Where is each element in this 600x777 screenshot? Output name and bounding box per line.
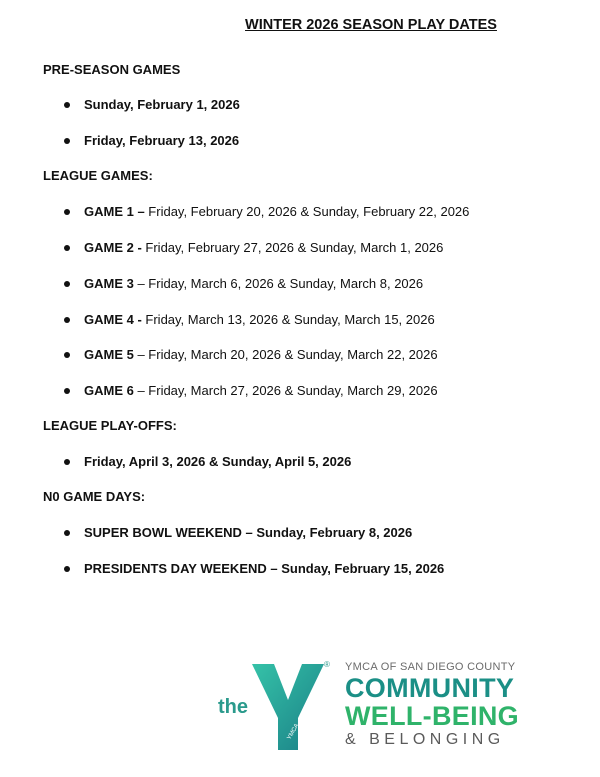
list-item	[64, 347, 438, 362]
item-text: – Friday, March 27, 2026 & Sunday, March 29, 2026	[133, 383, 438, 398]
logo-org-name: YMCA OF SAN DIEGO COUNTY	[345, 661, 516, 673]
bullet-icon	[64, 388, 70, 394]
item-text: Friday, April 3, 2026 & Sunday, April 5, 2026	[84, 454, 352, 469]
bullet-icon	[64, 459, 70, 465]
bullet-icon	[64, 317, 70, 323]
list-item	[64, 525, 412, 540]
bullet-icon	[64, 566, 70, 572]
preseason-heading: PRE-SEASON GAMES	[43, 62, 181, 77]
bullet-icon	[64, 138, 70, 144]
ymca-logo	[214, 656, 534, 756]
logo-ymca-small: YMCA	[286, 722, 301, 741]
logo-the-text: the	[218, 696, 248, 718]
registered-icon: ®	[324, 660, 330, 669]
list-item	[64, 204, 469, 219]
bullet-icon	[64, 530, 70, 536]
item-text: PRESIDENTS DAY WEEKEND – Sunday, February 15, 2026	[84, 561, 445, 576]
game-label: GAME 4 -	[84, 312, 142, 327]
page-title	[0, 17, 600, 33]
item-text: Sunday, February 1, 2026	[84, 97, 240, 112]
bullet-icon	[64, 102, 70, 108]
list-item	[64, 454, 351, 469]
no-game-heading: N0 GAME DAYS:	[43, 489, 146, 504]
list-item	[64, 133, 239, 148]
item-text: Friday, February 20, 2026 & Sunday, February 22, 2026	[144, 204, 470, 219]
bullet-icon	[64, 352, 70, 358]
bullet-icon	[64, 209, 70, 215]
bullet-icon	[64, 245, 70, 251]
list-item	[64, 240, 443, 255]
list-item	[64, 383, 438, 398]
logo-well-being: WELL-BEING	[345, 701, 519, 731]
list-item	[64, 561, 444, 576]
game-label: GAME 2 -	[84, 240, 142, 255]
league-heading: LEAGUE GAMES:	[43, 168, 153, 183]
item-text: Friday, March 13, 2026 & Sunday, March 15, 2026	[141, 312, 435, 327]
logo-belonging: & BELONGING	[345, 731, 505, 748]
item-text: Friday, February 27, 2026 & Sunday, March 1, 2026	[141, 240, 444, 255]
playoffs-heading: LEAGUE PLAY-OFFS:	[43, 418, 177, 433]
logo-community: COMMUNITY	[345, 673, 515, 703]
item-text: SUPER BOWL WEEKEND – Sunday, February 8, 2026	[84, 525, 413, 540]
list-item	[64, 312, 435, 327]
item-text: – Friday, March 6, 2026 & Sunday, March 8, 2026	[133, 276, 424, 291]
ymca-y-icon	[250, 660, 326, 754]
game-label: GAME 6	[84, 383, 134, 398]
game-label: GAME 3	[84, 276, 134, 291]
item-text: – Friday, March 20, 2026 & Sunday, March 22, 2026	[133, 347, 438, 362]
page-title-text: WINTER 2026 SEASON PLAY DATES	[245, 17, 497, 33]
list-item	[64, 97, 240, 112]
game-label: GAME 1 –	[84, 204, 145, 219]
list-item	[64, 276, 423, 291]
item-text: Friday, February 13, 2026	[84, 133, 240, 148]
bullet-icon	[64, 281, 70, 287]
game-label: GAME 5	[84, 347, 134, 362]
